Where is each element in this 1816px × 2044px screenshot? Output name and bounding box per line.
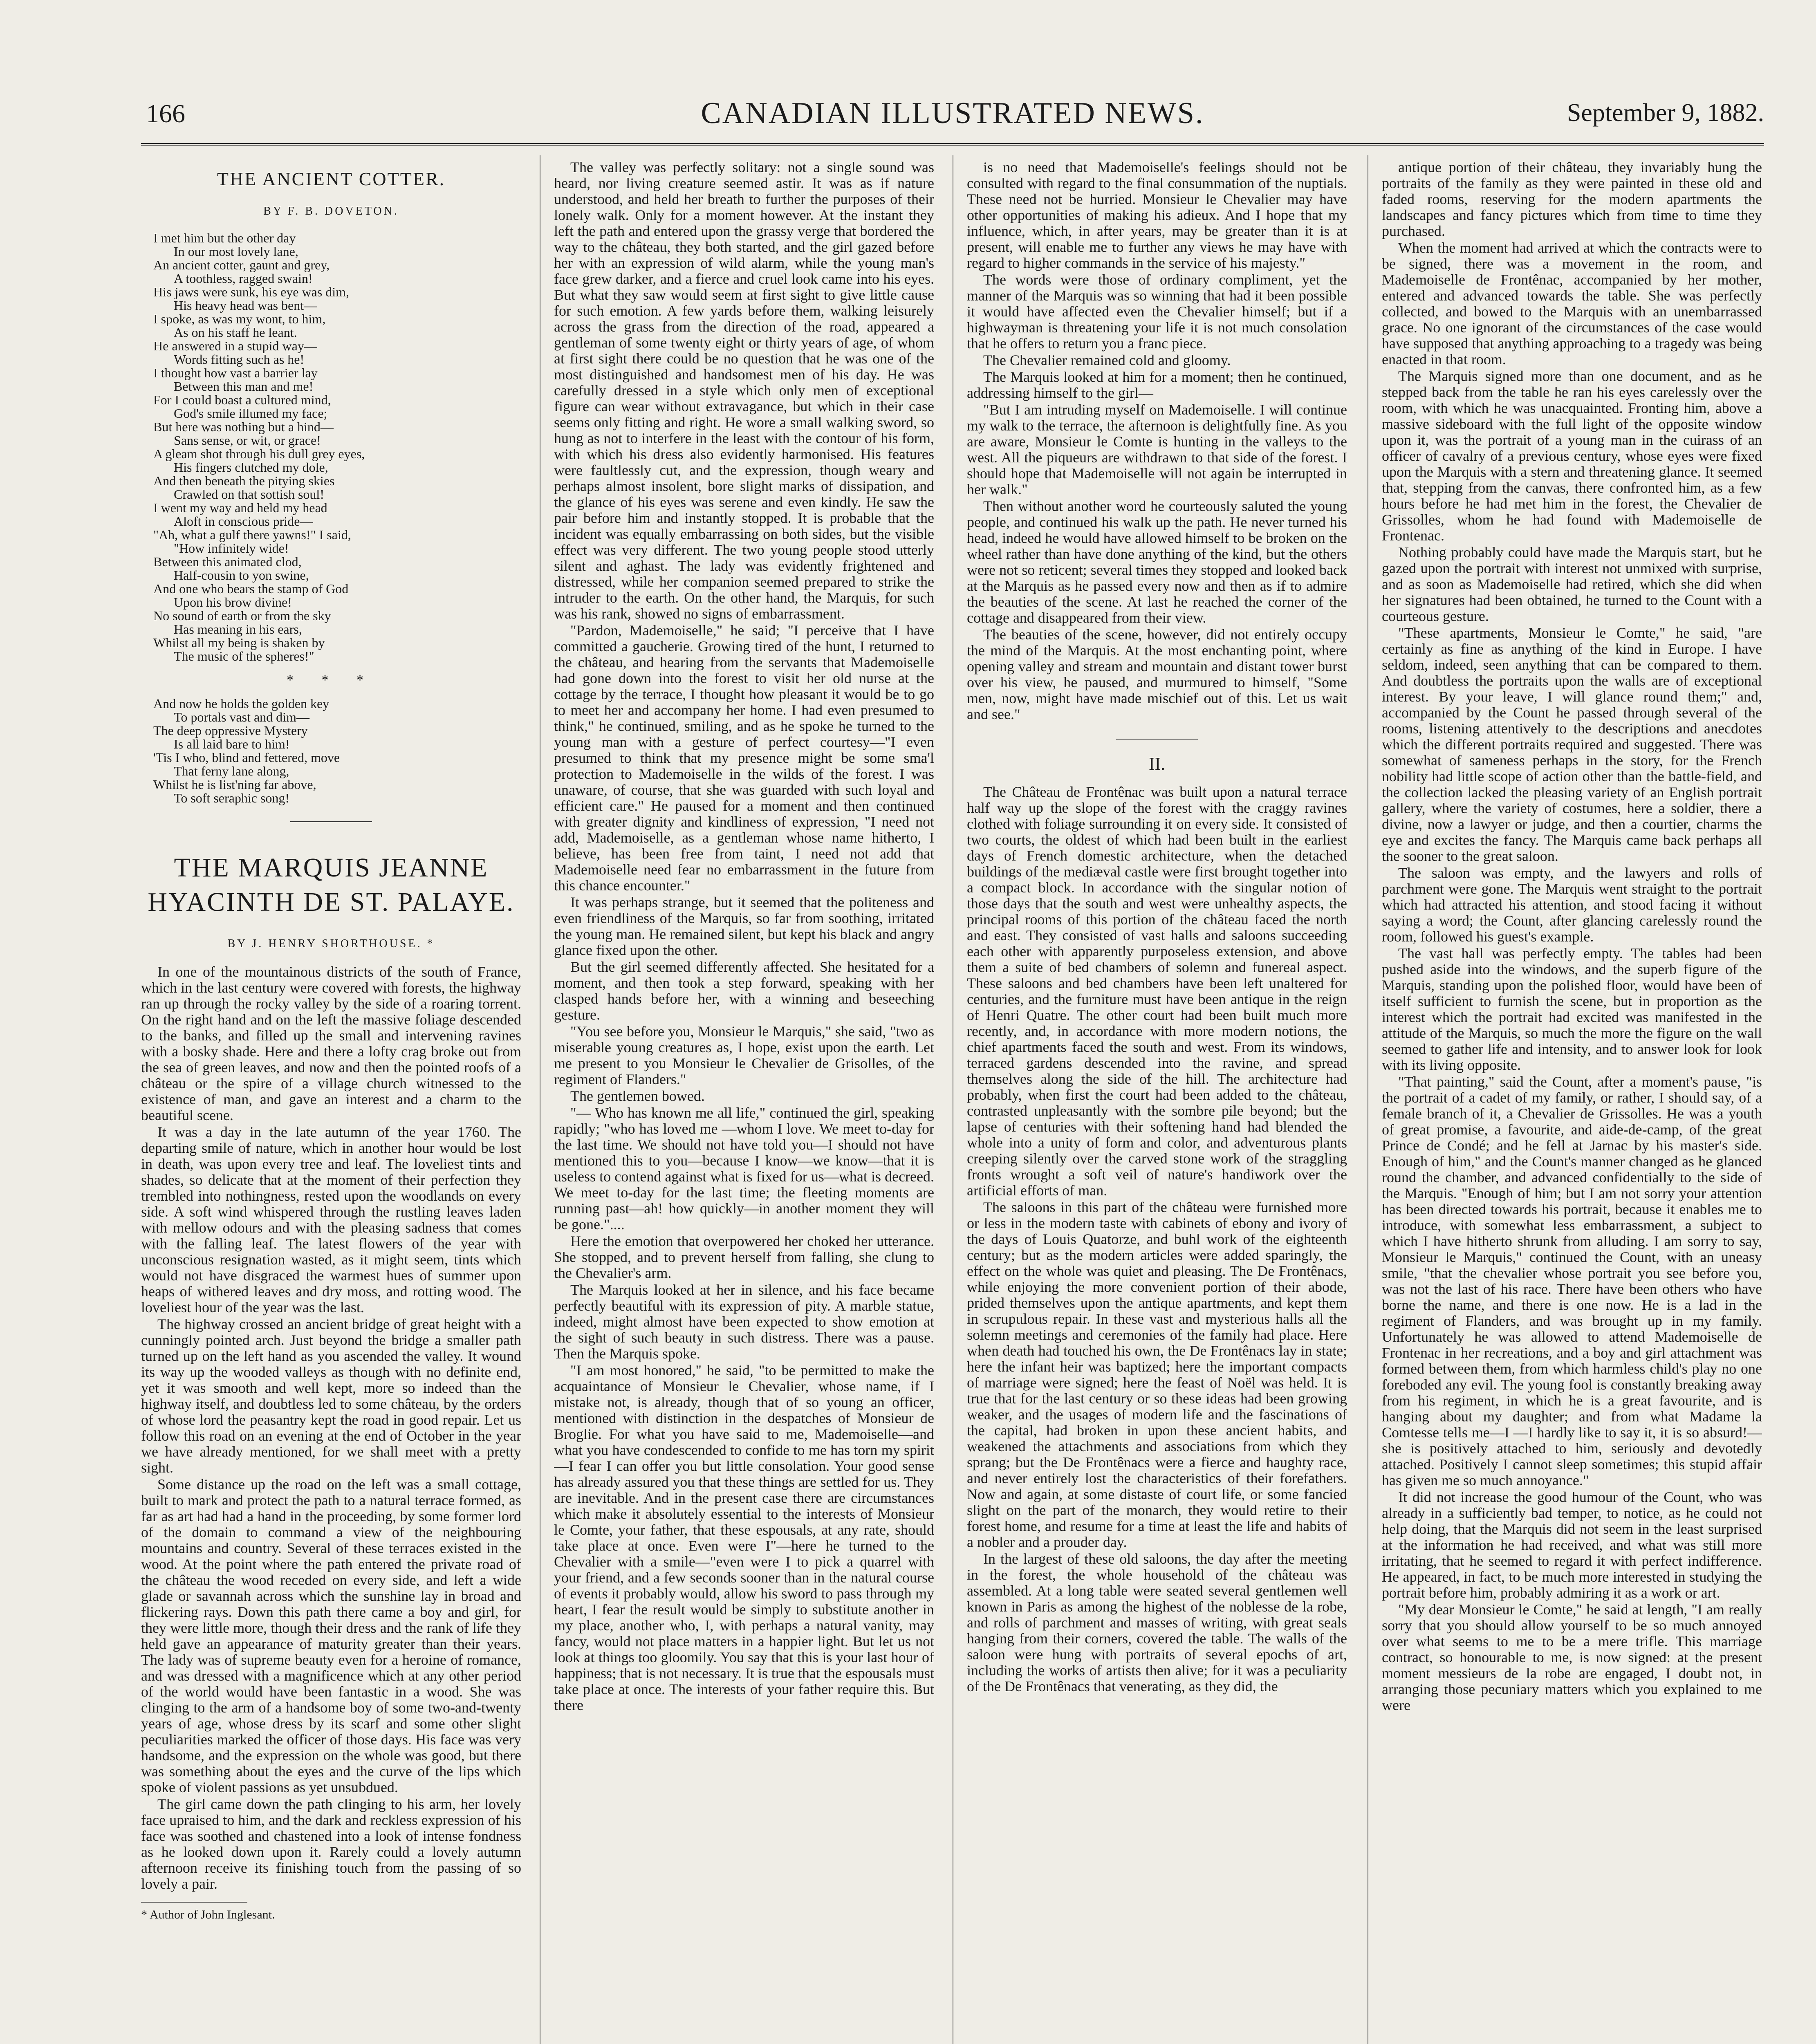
paragraph: The vast hall was perfectly empty. The tables had been pushed aside into the windows, and the superb figure of the Marquis, standing upon the polished floor, would have been of itself sufficient to furnish the scene, but in proportion as the interest which the portrait had excited was manifested in the attitude of the Marquis, so much the more the figure on the wall seemed to gather life and intensity, and to answer look for look with its living opposite. (1382, 945, 1762, 1073)
poem-line: "Ah, what a gulf there yawns!" I said, (153, 527, 351, 542)
paragraph: When the moment had arrived at which the contracts were to be signed, there was a movement in the room, and Mademoiselle de Frontênac, accompanied by her mother, entered and advanced towards the table. She was perfectly collected, and bowed to the Marquis with an unembarrassed grace. No one ignorant of the circumstances of the case would have supposed that anything approaching to a tragedy was being enacted in that room. (1382, 240, 1762, 368)
poem-line: His fingers clutched my dole, (174, 460, 328, 475)
paragraph: Then without another word he courteously saluted the young people, and continued his walk up the path. He never turned his head, indeed he would have allowed himself to be broken on the wheel rather than have done anything of the kind, but the others were not so reticent; several times they stopped and looked back at the Marquis as he passed every now and then as if to admire the beauties of the scene. At last he reached the corner of the cottage and disappeared from their view. (967, 498, 1347, 626)
story-title: THE MARQUIS JEANNE HYACINTH DE ST. PALAYE. (148, 853, 515, 917)
paragraph: Here the emotion that overpowered her choked her utterance. She stopped, and to prevent herself from falling, she clung to the Chevalier's arm. (554, 1233, 934, 1281)
paragraph: The words were those of ordinary compliment, yet the manner of the Marquis was so winning that had it been possible it would have affected even the Chevalier himself; but if a highwayman is threatening your life it is not much consolation that he offers to return you a franc piece. (967, 271, 1347, 352)
poem-line: Whilst all my being is shaken by (153, 635, 325, 650)
column-1 (141, 159, 521, 2044)
column-2 (554, 159, 934, 2044)
poem-line: I spoke, as was my wont, to him, (153, 312, 326, 326)
paragraph: The highway crossed an ancient bridge of great height with a cunningly pointed arch. Just beyond the bridge a smaller path turned up on the left hand as you ascended the valley. It wound its way up the wooded valleys as though with no definite end, yet it was smooth and well kept, more so indeed than the highway itself, and doubtless led to some château, by the orders of whose lord the peasantry kept the road in good repair. Let us follow this road on an evening at the end of October in the year we have already mentioned, for we shall meet with a pretty sight. (141, 1316, 521, 1476)
poem-stanza (141, 697, 521, 805)
poem-line: An ancient cotter, gaunt and grey, (153, 258, 330, 272)
poem-line: Is all laid bare to him! (174, 737, 290, 751)
poem-line: His jaws were sunk, his eye was dim, (153, 285, 350, 299)
paragraph: It did not increase the good humour of the Count, who was already in a sufficiently bad temper, to notice, as he could not help doing, that the Marquis did not seem in the least surprised at the information he had received, and what was still more irritating, that he seemed to regard it with perfect indifference. He appeared, in fact, to be much more interested in studying the portrait before him, probably admiring it as a work or art. (1382, 1489, 1762, 1601)
poem-line: That ferny lane along, (174, 764, 289, 778)
poem-line: I went my way and held my head (153, 500, 327, 515)
paragraph: "— Who has known me all life," continued the girl, speaking rapidly; "who has loved me —whom I love. We meet to-day for the last time. We should not have told you—I should not have mentioned this to you—because I know—we know—that it is useless to contend against what is fixed for us—what is decreed. We meet to-day for the last time; the fleeting moments are running past—ah! how quickly—in another moment they will be gone.".... (554, 1105, 934, 1233)
paragraph: The girl came down the path clinging to his arm, her lovely face upraised to him, and the dark and reckless expression of his face was soothed and chastened into a look of intense fondness as he looked down upon it. Rarely could a lovely autumn afternoon receive its finishing touch from the passing of so lovely a pair. (141, 1796, 521, 1892)
poem-line: God's smile illumed my face; (174, 406, 327, 421)
poem-line: Sans sense, or wit, or grace! (174, 433, 321, 448)
poem-line: "How infinitely wide! (174, 541, 289, 556)
poem-line: Between this man and me! (174, 379, 314, 394)
paragraph: But the girl seemed differently affected. She hesitated for a moment, and then took a step forward, speaking with her clasped hands before her, with a winning and beseeching gesture. (554, 959, 934, 1023)
poem-title: THE ANCIENT COTTER. (217, 168, 446, 189)
paragraph: "That painting," said the Count, after a moment's pause, "is the portrait of a cadet of my family, or rather, I should say, of a female branch of it, a Chevalier de Grissolles. He was a youth of great promise, a favourite, and aide-de-camp, of the great Prince de Condé; and he fell at Jarnac by his master's side. Enough of him," and the Count's manner changed as he glanced round the chamber, and advanced confidentially to the side of the Marquis. "Enough of him; but I am not sorry your attention has been directed towards his portrait, because it enables me to introduce, with somewhat less embarrassment, a subject to which I have hitherto shrunk from alluding. I am sorry to say, Monsieur le Marquis," continued the Count, with an uneasy smile, "that the chevalier whose portrait you see before you, was not the last of his race. There have been others who have borne the name, and there is one now. He is a lad in the regiment of Flanders, and was brought up in my family. Unfortunately he was allowed to attend Mademoiselle de Frontenac in her recreations, and a boy and girl attachment was formed between them, from which harmless child's play no one foreboded any evil. The young fool is constantly breaking away from his regiment, in which he is a great favourite, and is hanging about my daughter; and from what Madame la Comtesse tells me—I —I hardly like to say it, it is so absurd!—she is positively attached to him, seriously and devotedly attached. Positively I cannot sleep sometimes; this stupid affair has given me so much annoyance." (1382, 1074, 1762, 1488)
article-text (967, 159, 1347, 722)
masthead-rule (141, 143, 1764, 146)
poem-line: To portals vast and dim— (174, 710, 309, 724)
paragraph: The gentlemen bowed. (570, 1088, 705, 1104)
divider (1116, 739, 1198, 740)
paragraph: The Marquis looked at her in silence, and his face became perfectly beautiful with its expression of pity. A marble statue, indeed, might almost have been expected to show emotion at the sight of such beauty in such distress. There was a pause. Then the Marquis spoke. (554, 1282, 934, 1362)
poem-line: And then beneath the pitying skies (153, 473, 335, 488)
poem-line: Words fitting such as he! (174, 352, 305, 367)
poem-line: In our most lovely lane, (174, 244, 298, 259)
paragraph: "I am most honored," he said, "to be permitted to make the acquaintance of Monsieur le Chevalier, whose name, if I mistake not, is already, though that of so young an officer, mentioned with distinction in the despatches of Monsieur de Broglie. For what you have said to me, Mademoiselle—and what you have condescended to confide to me has torn my spirit—I fear I can offer you but little consolation. Your good sense has already assured you that these things are settled for us. They are inevitable. And in the present case there are circumstances which make it absolutely essential to the interests of Monsieur le Comte, your father, that these espousals, at any rate, should take place at once. Even were I"—here he turned to the Chevalier with a smile—"even were I to pick a quarrel with your friend, and a few seconds sooner than in the natural course of events it probably would, allow his sword to pass through my heart, I fear the result would be simply to substitute another in my place, another who, I, with perhaps a natural vanity, may fancy, would not place matters in a happier light. But let us not look at things too gloomily. You say that this is your last hour of happiness; that is not necessary. It is true that the espousals must take place at once. The interests of your father require this. But there (554, 1362, 934, 1713)
paragraph: is no need that Mademoiselle's feelings should not be consulted with regard to the final consummation of the nuptials. These need not be hurried. Monsieur le Chevalier may have other opportunities of making his adieux. And I hope that my influence, which, in after years, may be greater than it is at present, will enable me to further any views he may have with regard to higher commands in the service of his majesty." (967, 159, 1347, 271)
footnote: * Author of John Inglesant. (141, 1902, 247, 1923)
poem-line: For I could boast a cultured mind, (153, 392, 331, 407)
paragraph: "Pardon, Mademoiselle," he said; "I perceive that I have committed a gaucherie. Growing tired of the hunt, I returned to the château, and hearing from the servants that Mademoiselle had gone down into the forest to visit her old nurse at the cottage by the terrace, I thought how pleasant it would be to go to meet her and accompany her home. I had even presumed to think," he continued, smiling, and as he spoke he turned to the young man with a gesture of perfect courtesy—"I even presumed to think that my presence might be some sma'l protection to Mademoiselle in the wilds of the forest. I was unaware, of course, that she was guarded with such loyal and efficient care." He paused for a moment and then continued with greater dignity and kindliness of expression, "I need not add, Mademoiselle, as a gentleman whose name hitherto, I believe, has been free from taint, I need not add that Mademoiselle need fear no embarrassment in the future from this chance encounter." (554, 622, 934, 894)
paragraph: The saloons in this part of the château were furnished more or less in the modern taste with cabinets of ebony and ivory of the days of Louis Quatorze, and buhl work of the eighteenth century; but as the modern articles were added sparingly, the effect on the whole was quiet and pleasing. The De Frontênacs, while enjoying the more convenient portion of their abode, prided themselves upon the antique apartments, and kept them in scrupulous repair. In these vast and mysterious halls all the solemn meetings and ceremonies of the family had place. Here when death had touched his own, the De Frontênacs lay in state; here the infant heir was baptized; here the important compacts of marriage were signed; here the feast of Noël was held. It is true that for the last century or so these ideas had been growing weaker, and the usages of modern life and the fascinations of the capital, had broken in upon these ancient habits, and weakened the attachments and associations from which they sprang; but the De Frontênacs were a fierce and haughty race, and never entirely lost the characteristics of their forefathers. Now and again, at some distaste of court life, or some fancied slight on the part of the monarch, they would retire to their forest home, and resume for a time at least the life and habits of a nobler and a prouder day. (967, 1199, 1347, 1550)
poem-line: Upon his brow divine! (174, 595, 292, 610)
paragraph: "These apartments, Monsieur le Comte," he said, "are certainly as fine as anything of the kind in Europe. I have seldom, indeed, seen anything that can be compared to them. And doubtless the portraits upon the walls are of exceptional interest. By your leave, I will glance round them;" and, accompanied by the Count he passed through several of the rooms, listening attentively to the descriptions and anecdotes which the different portraits required and suggested. There was somewhat of sameness perhaps in the story, for the French nobility had little scope of action other than the battle-field, and the collection lacked the pleasing variety of an English portrait gallery, where the variety of costumes, here a soldier, there a divine, now a lawyer or judge, and then a courtier, charms the eye and excites the fancy. The Marquis came back perhaps all the sooner to the great saloon. (1382, 625, 1762, 864)
paragraph: The saloon was empty, and the lawyers and rolls of parchment were gone. The Marquis went straight to the portrait which had attracted his attention, and stood facing it without saying a word; the Count, after glancing carelessly round the room, followed his guest's example. (1382, 865, 1762, 945)
column-4 (1382, 159, 1762, 2044)
article-text (554, 159, 934, 1713)
poem-line: I met him but the other day (153, 231, 296, 245)
poem-line: And one who bears the stamp of God (153, 581, 349, 596)
poem-byline: BY F. B. DOVETON. (263, 205, 399, 217)
poem-line: To soft seraphic song! (174, 791, 290, 805)
story-byline: BY J. HENRY SHORTHOUSE. * (227, 937, 435, 950)
column-3 (967, 159, 1347, 2044)
section-number: II. (1148, 754, 1166, 774)
paragraph: "My dear Monsieur le Comte," he said at length, "I am really sorry that you should allow yourself to be so much annoyed over what seems to me to be a mere trifle. This marriage contract, so honourable to me, is now signed: at the present moment messieurs de la robe are engaged, I doubt not, in arranging those pecuniary matters which you explained to me were (1382, 1601, 1762, 1713)
paragraph: In the largest of these old saloons, the day after the meeting in the forest, the whole household of the château was assembled. At a long table were seated several gentlemen well known in Paris as among the highest of the noblesse de la robe, and rolls of parchment and masses of writing, with great seals hanging from their corners, covered the table. The walls of the saloon were hung with portraits of several epochs of art, including the works of artists then alive; for it was a peculiarity of the De Frontênacs that venerating, as they did, the (967, 1551, 1347, 1694)
poem-line: As on his staff he leant. (174, 325, 297, 340)
page-number: 166 (146, 99, 185, 128)
poem-line: His heavy head was bent— (174, 298, 317, 313)
stanza-separator: * * * (287, 672, 376, 688)
paragraph: The Marquis looked at him for a moment; then he continued, addressing himself to the girl— (967, 369, 1347, 401)
poem-line: But here was nothing but a hind— (153, 419, 334, 434)
poem-line: No sound of earth or from the sky (153, 608, 331, 623)
paragraph: It was a day in the late autumn of the year 1760. The departing smile of nature, which in another hour would be lost in death, was upon every tree and leaf. The loveliest tints and shades, so delicate that at the moment of their perfection they trembled into nothingness, rested upon the woodlands on every side. A soft wind whispered through the rustling leaves laden with mellow odours and with the pleasing sadness that comes with the falling leaf. The latest flowers of the year with unconscious resignation wasted, as it might seem, tints which would not have disgraced the warmest hues of summer upon heaps of withered leaves and dry moss, and rotting wood. The loveliest hour of the year was the last. (141, 1124, 521, 1316)
article-text (967, 784, 1347, 1694)
paragraph: The valley was perfectly solitary: not a single sound was heard, nor living creature seemed astir. It was as if nature understood, and held her breath to further the purposes of their lonely walk. Only for a moment however. At the instant they left the path and entered upon the grassy verge that bordered the way to the château, they both started, and the girl gazed before her with an expression of wild alarm, while the young man's face grew darker, and a fierce and cruel look came into his eyes. But what they saw would seem at first sight to give little cause for such emotion. A few yards before them, walking leisurely across the grass from the direction of the road, appeared a gentleman of some twenty eight or thirty years of age, of whom at first sight there could be no question that he was one of the most distinguished and handsomest men of his day. He was carefully dressed in a style which only men of exceptional figure can wear without extravagance, but which in their case seems only fitting and right. He wore a small walking sword, so hung as not to interfere in the least with the contour of his form, with which his dress also evidently harmonised. His features were faultlessly cut, and the expression, though weary and perhaps almost insolent, bore slight marks of dissipation, and the glance of his eyes was serene and even kindly. He saw the pair before him and instantly stopped. It is probable that the incident was equally embarrassing on both sides, but the visible effect was very different. The two young people stood utterly silent and aghast. The lady was evidently frightened and distressed, while her companion seemed prepared to strike the intruder to the earth. On the other hand, the Marquis, for such was his rank, showed no signs of embarrassment. (554, 159, 934, 622)
paragraph: "You see before you, Monsieur le Marquis," she said, "two as miserable young creatures as, I hope, exist upon the earth. Let me present to you Monsieur le Chevalier de Grisolles, of the regiment of Flanders." (554, 1023, 934, 1087)
poem-line: The deep oppressive Mystery (153, 723, 308, 738)
paragraph: The Chevalier remained cold and gloomy. (983, 352, 1231, 368)
poem-stanza (141, 231, 521, 663)
paragraph: It was perhaps strange, but it seemed that the politeness and even friendliness of the Marquis, so far from soothing, irritated the young man. He remained silent, but kept his black and angry glance fixed upon the other. (554, 894, 934, 958)
poem-line: And now he holds the golden key (153, 696, 330, 711)
newspaper-title: CANADIAN ILLUSTRATED NEWS. (701, 96, 1204, 130)
poem-line: Whilst he is list'ning far above, (153, 777, 316, 792)
poem-line: 'Tis I who, blind and fettered, move (153, 750, 340, 765)
poem-line: A toothless, ragged swain! (174, 271, 313, 286)
paragraph: The beauties of the scene, however, did not entirely occupy the mind of the Marquis. At the most enchanting point, where opening valley and stream and mountain and distant tower burst over his view, he paused, and murmured to himself, "Some men, now, might have made mischief out of this. Let us wait and see." (967, 626, 1347, 722)
paragraph: Nothing probably could have made the Marquis start, but he gazed upon the portrait with interest not unmixed with surprise, and as soon as Mademoiselle had retired, which she did when her signatures had been obtained, he turned to the Count with a courteous gesture. (1382, 544, 1762, 624)
issue-date: September 9, 1882. (1567, 99, 1764, 127)
article-text (141, 964, 521, 1892)
masthead (141, 92, 1764, 137)
divider (290, 821, 372, 822)
poem-line: Half-cousin to yon swine, (174, 568, 309, 583)
poem-line: Aloft in conscious pride— (174, 514, 313, 529)
poem-line: He answered in a stupid way— (153, 338, 317, 353)
paragraph: Some distance up the road on the left was a small cottage, built to mark and protect the path to a natural terrace formed, as far as art had had a hand in the proceeding, by some former lord of the domain to command a view of the neighbouring mountains and country. Several of these terraces existed in the wood. At the point where the path entered the private road of the château the wood receded on every side, and left a wide glade or savannah across which the sunshine lay in broad and flickering rays. Down this path there came a boy and girl, for they were little more, though their dress and the rank of life they held gave an appearance of maturity greater than their years. The lady was of supreme beauty even for a heroine of romance, and was dressed with a magnificence which at any other period of the world would have been fantastic in a wood. She was clinging to the arm of a handsome boy of some two-and-twenty years of age, whose dress by its scarf and some other slight peculiarities marked the officer of those days. His face was very handsome, and the expression on the whole was good, but there was something about the eyes and the curve of the lips which spoke of violent passions as yet unsubdued. (141, 1476, 521, 1795)
paragraph: The Marquis signed more than one document, and as he stepped back from the table he ran his eyes carelessly over the room, with which he was unacquainted. Fronting him, above a massive sideboard with the full light of the opposite window upon it, was the portrait of a young man in the cuirass of an officer of cavalry of a previous century, whose eyes were fixed upon the Marquis with a stern and threatening glance. It seemed that, stepping from the canvas, there confronted him, as a few hours before he had met him in the forest, the Chevalier de Grissolles, whom he had found with Mademoiselle de Frontenac. (1382, 368, 1762, 544)
paragraph: "But I am intruding myself on Mademoiselle. I will continue my walk to the terrace, the afternoon is delightfully fine. As you are aware, Monsieur le Comte is hunting in the valleys to the west. All the piqueurs are withdrawn to that side of the forest. I should hope that Mademoiselle will not again be interrupted in her walk." (967, 401, 1347, 498)
paragraph: The Château de Frontênac was built upon a natural terrace half way up the slope of the forest with the craggy ravines clothed with foliage surrounding it on every side. It consisted of two courts, the oldest of which had been built in the earliest days of French domestic architecture, when the detached buildings of the mediæval castle were first brought together into a compact block. In accordance with the singular notion of those days that the south and west were unhealthy aspects, the principal rooms of this portion of the château faced the north and east. They consisted of vast halls and saloons succeeding each other with apparently purposeless extension, and above them a suite of bed chambers of solemn and funereal aspect. These saloons and bed chambers have been left unaltered for centuries, and the furniture must have been antique in the reign of Henri Quatre. The other court had been built much more recently, and, in accordance with more modern notions, the chief apartments faced the south and west. From its windows, terraced gardens descended into the ravine, and spread themselves along the side of the hill. The architecture had probably, when first the court had been added to the château, contrasted unpleasantly with the sombre pile beyond; but the lapse of centuries with their softening hand had blended the whole into a unity of form and color, and adventurous plants creeping silently over the carved stone work of the straggling fronts wrought a soft veil of nature's handiwork over the artificial efforts of man. (967, 784, 1347, 1199)
poem-line: Between this animated clod, (153, 554, 302, 569)
article-text (1382, 159, 1762, 1713)
poem-line: The music of the spheres!" (174, 649, 314, 663)
poem-line: I thought how vast a barrier lay (153, 365, 318, 380)
paragraph: antique portion of their château, they invariably hung the portraits of the family as they were painted in these old and faded rooms, reserving for the modern apartments the landscapes and fancy pictures which from time to time they purchased. (1382, 159, 1762, 239)
poem-line: Crawled on that sottish soul! (174, 487, 324, 502)
poem-line: A gleam shot through his dull grey eyes, (153, 446, 365, 461)
poem-line: Has meaning in his ears, (174, 622, 302, 637)
paragraph: In one of the mountainous districts of the south of France, which in the last century were covered with forests, the highway ran up through the rocky valley by the side of a roaring torrent. On the right hand and on the left the massive foliage descended to the banks, and filled up the small and intervening ravines with a bosky shade. Here and there a lofty crag broke out from the sea of green leaves, and now and then the pointed roofs of a château or the spire of a village church witnessed to the existence of man, and gave an interest and a charm to the beautiful scene. (141, 964, 521, 1123)
